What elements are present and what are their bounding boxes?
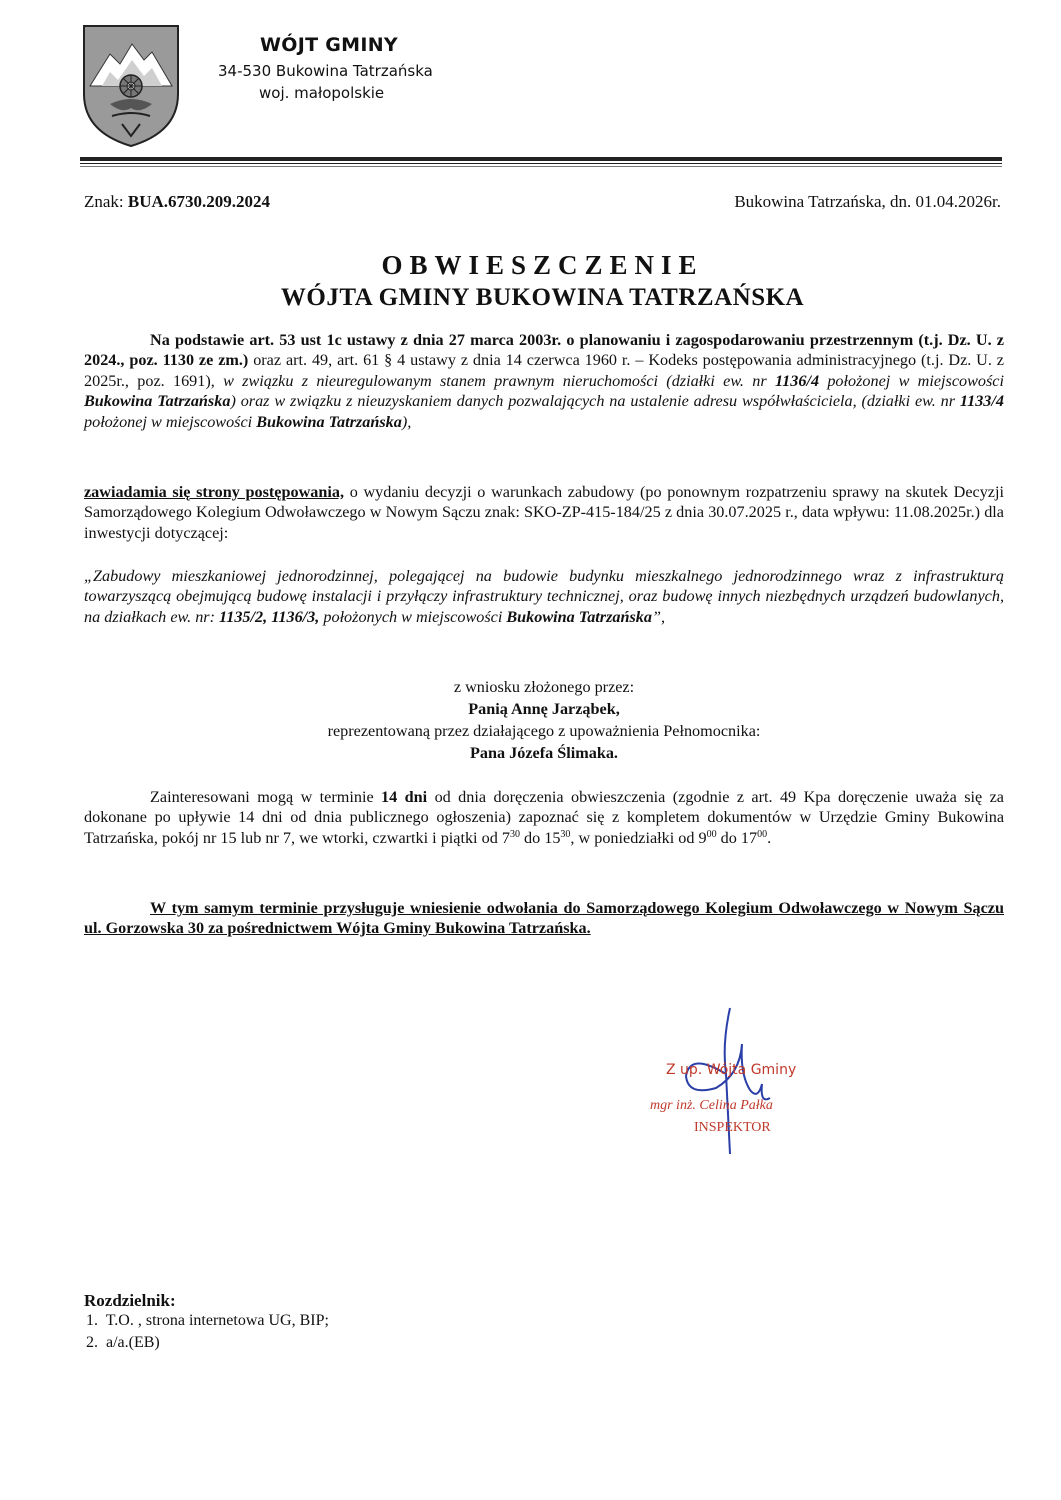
handwritten-signature-icon (630, 1004, 830, 1164)
header-divider-thin (80, 163, 1002, 164)
applicant-block (84, 676, 1004, 764)
appeal-notice: W tym samym terminie przysługuje wniesienie odwołania do Samorządowego Kolegium Odwoławczego w Nowym Sączu ul. Gorzowska 30 za pośrednictwem Wójta Gminy Bukowina Tatrzańska. (84, 899, 1004, 938)
list-item: 2. a/a.(EB) (86, 1334, 160, 1351)
attorney-intro: reprezentowaną przez działającego z upoważnienia Pełnomocnika: (327, 722, 761, 740)
stamp-line-1: Z up. Wójta Gminy (666, 1062, 797, 1078)
distribution-list (84, 1310, 329, 1354)
legal-basis-paragraph: Na podstawie art. 53 ust 1c ustawy z dnia 27 marca 2003r. o planowaniu i zagospodarowaniu przestrzennym (t.j. Dz. U. z 2024., poz. 1130 ze zm.) oraz art. 49, art. 61 § 4 ustawy z dnia 14 czerwca 1960 r. – Kodeks postępowania administracyjnego (t.j. Dz. U. z 2025r., poz. 1691), w związku z nieuregulowanym stanem prawnym nieruchomości (działki ew. nr 1136/4 położonej w miejscowości Bukowina Tatrzańska) oraz w związku z nieuzyskaniem danych pozwalających na ustalenie adresu współwłaściciela, (działki ew. nr 1133/4 położonej w miejscowości Bukowina Tatrzańska), (84, 331, 1004, 431)
attorney-name: Pana Józefa Ślimaka. (470, 744, 618, 762)
header-divider-thin (80, 166, 1002, 167)
applicant-intro: z wniosku złożonego przez: (453, 678, 635, 696)
header-divider (80, 157, 1002, 161)
header-address: 34-530 Bukowina Tatrzańska (218, 62, 433, 80)
reference-number: Znak: BUA.6730.209.2024 (84, 192, 271, 211)
signature-stamp (630, 1004, 830, 1164)
document-date: Bukowina Tatrzańska, dn. 01.04.2026r. (734, 192, 1001, 211)
list-item: 1. T.O. , strona internetowa UG, BIP; (86, 1312, 329, 1329)
gmina-coat-of-arms-icon (82, 24, 180, 148)
header-title: WÓJT GMINY (260, 34, 398, 56)
inspection-paragraph: Zainteresowani mogą w terminie 14 dni od dnia doręczenia obwieszczenia (zgodnie z art. 49 Kpa doręczenie uważa się za dokonane po upływie 14 dni od dnia publicznego ogłoszenia) zapoznać się z kompletem dokumentów w Urzędzie Gminy Bukowina Tatrzańska, pokój nr 15 lub nr 7, we wtorki, czwartki i piątki od $7^{30}$ do $15^{30}$, w poniedziałki od $9^{00}$ do $17^{00}$. (84, 788, 1004, 847)
notification-paragraph: zawiadamia się strony postępowania, o wydaniu decyzji o warunkach zabudowy (po ponownym rozpatrzeniu sprawy na skutek Decyzji Samorządowego Kolegium Odwoławczego w Nowym Sączu znak: SKO-ZP-415-184/25 z dnia 30.07.2025 r., data wpływu: 11.08.2025r.) dla inwestycji dotyczącej: (84, 483, 1004, 542)
stamp-line-3: INSPEKTOR (694, 1120, 771, 1135)
document-title: OBWIESZCZENIE (381, 250, 704, 280)
applicant-name: Panią Annę Jarząbek, (468, 700, 620, 718)
investment-description: „Zabudowy mieszkaniowej jednorodzinnej, polegającej na budowie budynku mieszkalnego jednorodzinnego wraz z infrastrukturą towarzyszącą obejmującą budowę instalacji i przyłączy infrastruktury technicznej, oraz budowę innych niezbędnych urządzeń budowlanych, na działkach ew. nr: 1135/2, 1136/3, położonych w miejscowości Bukowina Tatrzańska”, (84, 567, 1004, 626)
stamp-line-2: mgr inż. Celina Pałka (650, 1098, 773, 1113)
document-subtitle: WÓJTA GMINY BUKOWINA TATRZAŃSKA (280, 284, 805, 311)
header-voivodeship: woj. małopolskie (259, 84, 385, 102)
distribution-title: Rozdzielnik: (84, 1291, 176, 1310)
